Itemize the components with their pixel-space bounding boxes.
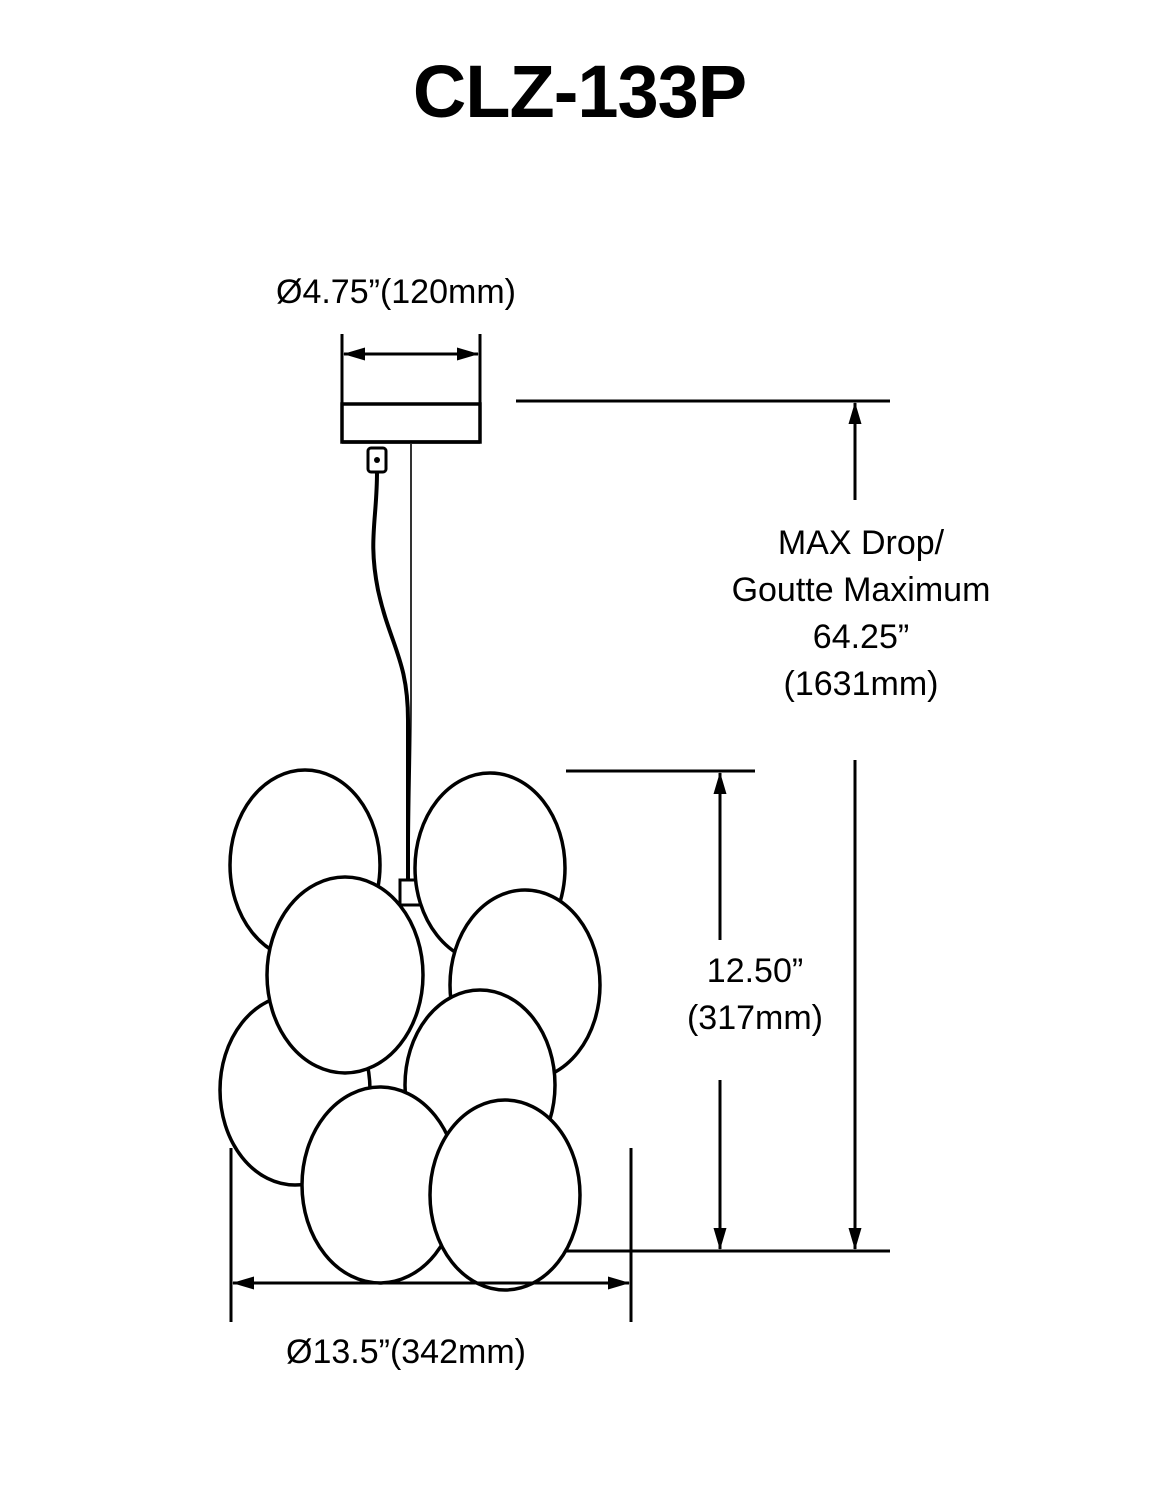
- max-drop-line-2: Goutte Maximum: [731, 571, 991, 609]
- max-drop-line-4: (1631mm): [783, 665, 939, 703]
- fixture-diameter-label: Ø13.5”(342mm): [286, 1333, 526, 1371]
- body-height-label: [640, 948, 870, 1042]
- max-drop-line-3: 64.25”: [812, 618, 910, 656]
- canopy-dimension-group: [342, 334, 480, 408]
- max-drop-line-1: MAX Drop/: [777, 524, 945, 562]
- body-height-line-1: 12.50”: [706, 952, 804, 990]
- page-title: CLZ-133P: [412, 50, 747, 133]
- body-height-line-2: (317mm): [686, 999, 824, 1037]
- max-drop-label: [706, 520, 1016, 708]
- canopy-diameter-label: Ø4.75”(120mm): [276, 273, 516, 311]
- fixture-drawing-group: [220, 404, 600, 1290]
